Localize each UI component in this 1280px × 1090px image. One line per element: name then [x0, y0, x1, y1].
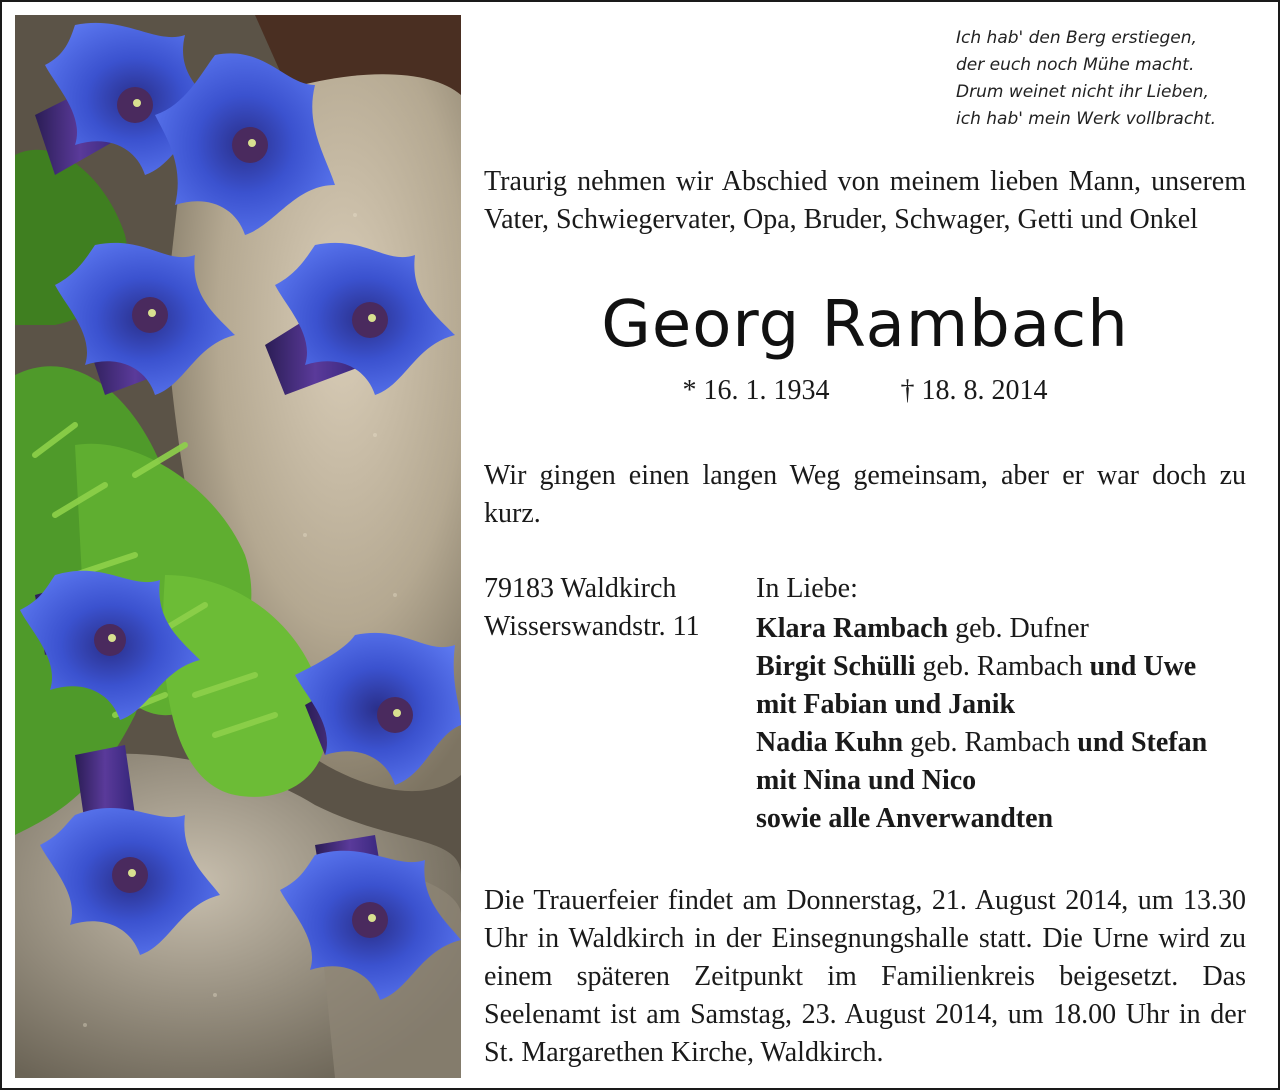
family-member-name: Birgit Schülli — [756, 651, 916, 682]
family-member-children — [756, 686, 1248, 724]
memorial-sentence: Wir gingen einen langen Weg gemeinsam, aber er war doch zu kurz. — [484, 460, 1246, 529]
family-member-children — [756, 762, 1248, 800]
funeral-details: Die Trauerfeier findet am Donnerstag, 21. August 2014, um 13.30 Uhr in Waldkirch in der Einsegnungshalle statt. Die Urne wird zu einem späteren Zeitpunkt im Familienkreis beigesetzt. Das Seelenamt ist am Samstag, 23. August 2014, um 18.00 Uhr in der St. Margarethen Kirche, Waldkirch. — [484, 885, 1246, 1068]
family-list — [756, 570, 1248, 838]
family-member-name: Klara Rambach — [756, 613, 949, 644]
gentian-flowers-photo — [15, 15, 461, 1078]
family-member-note: geb. Rambach — [903, 727, 1078, 758]
other-relatives-text: sowie alle Anverwandten — [756, 803, 1054, 834]
family-member — [756, 610, 1248, 648]
family-member-partner: und Uwe — [1089, 651, 1197, 682]
death-date: † 18. 8. 2014 — [900, 375, 1048, 406]
other-relatives — [756, 800, 1248, 838]
family-member-name: Nadia Kuhn — [756, 727, 904, 758]
poem-line: ich hab' mein Werk vollbracht. — [956, 109, 1217, 129]
poem — [956, 25, 1246, 133]
poem-line: Ich hab' den Berg erstiegen, — [956, 28, 1197, 48]
family-member-partner: und Stefan — [1077, 727, 1208, 758]
address — [484, 570, 734, 646]
family-member-note: geb. Dufner — [948, 613, 1089, 644]
life-dates — [484, 375, 1246, 407]
family-member-children-text: mit Nina und Nico — [756, 765, 977, 796]
address-city: 79183 Waldkirch — [484, 573, 677, 604]
birth-date: * 16. 1. 1934 — [682, 375, 830, 406]
address-street: Wisserswandstr. 11 — [484, 611, 700, 642]
in-love-label: In Liebe: — [756, 573, 858, 604]
intro-text: Traurig nehmen wir Abschied von meinem lieben Mann, unserem Vater, Schwiegervater, Opa, Bruder, Schwager, Getti und Onkel — [484, 166, 1246, 235]
deceased-name: Georg Rambach — [601, 288, 1129, 362]
family-member — [756, 648, 1248, 686]
family-member — [756, 724, 1248, 762]
poem-line: Drum weinet nicht ihr Lieben, — [956, 82, 1209, 102]
gentian-flowers-illustration — [15, 15, 461, 1078]
poem-line: der euch noch Mühe macht. — [956, 55, 1195, 75]
family-member-note: geb. Rambach — [915, 651, 1090, 682]
family-member-children-text: mit Fabian und Janik — [756, 689, 1016, 720]
